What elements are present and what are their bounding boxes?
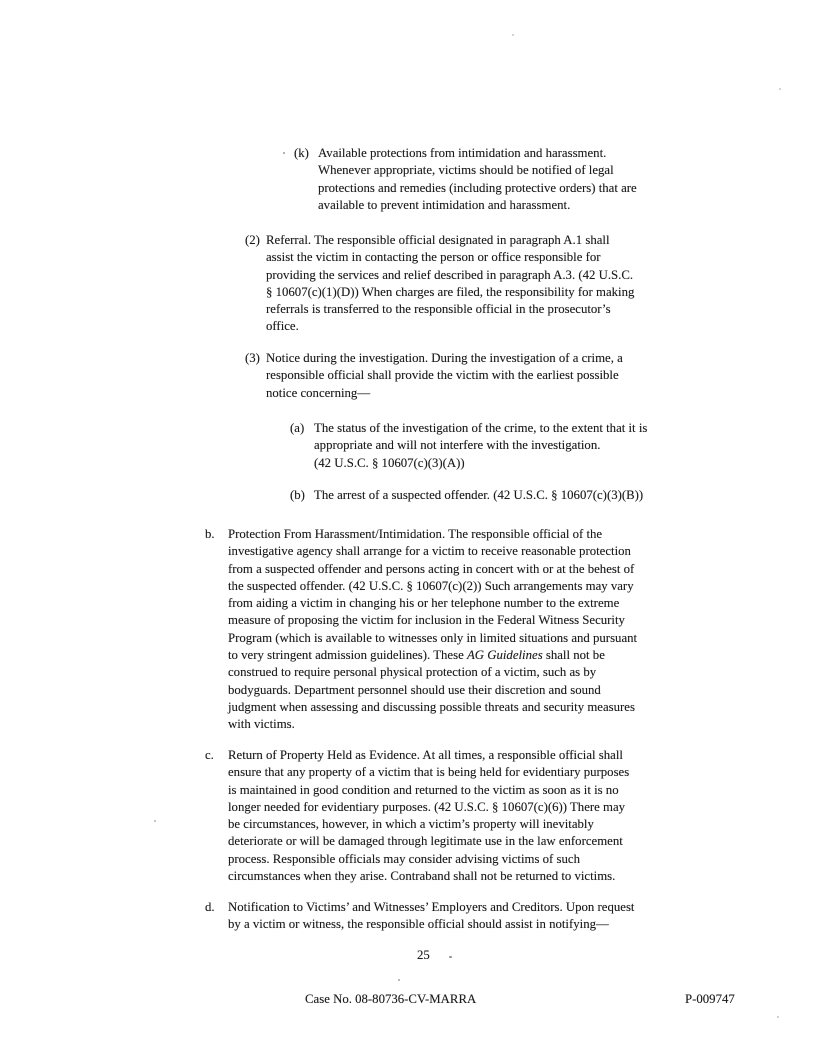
text-line: circumstances when they arise. Contraband shall not be returned to victims. <box>228 869 616 884</box>
text-line: with victims. <box>228 717 295 732</box>
text-line: Notification to Victims’ and Witnesses’ Employers and Creditors. Upon request <box>228 900 635 914</box>
paragraph-label-3: (3) <box>245 351 260 365</box>
text-line: Whenever appropriate, victims should be notified of legal <box>318 163 614 178</box>
scan-speck <box>154 820 156 822</box>
text-line: judgment when assessing and discussing possible threats and security measures <box>228 699 635 714</box>
text-line: from a suspected offender and persons acting in concert with or at the behest of <box>228 561 635 576</box>
text-line: The arrest of a suspected offender. (42 U.S.C. § 10607(c)(3)(B)) <box>314 488 644 502</box>
paragraph-lines <box>228 899 634 934</box>
text-line: Referral. The responsible official designated in paragraph A.1 shall <box>266 233 610 247</box>
text-line: measure of proposing the victim for inclusion in the Federal Witness Security <box>228 613 625 628</box>
scan-speck <box>777 1016 779 1018</box>
text-line: appropriate and will not interfere with the investigation. <box>314 438 601 453</box>
text-line: deteriorate or will be damaged through legitimate use in the law enforcement <box>228 834 623 849</box>
scan-speck <box>449 956 452 958</box>
text-line: longer needed for evidentiary purposes. (42 U.S.C. § 10607(c)(6)) There may <box>228 799 626 814</box>
paragraph-b-sub <box>290 487 643 504</box>
text-line: be circumstances, however, in which a victim’s property will inevitably <box>228 817 594 832</box>
text-line: assist the victim in contacting the person or office responsible for <box>266 250 601 265</box>
text-line: from aiding a victim in changing his or her telephone number to the extreme <box>228 596 620 611</box>
text-line: providing the services and relief described in paragraph A.3. (42 U.S.C. <box>266 267 634 282</box>
scan-speck <box>283 152 285 154</box>
paragraph-label-k: (k) <box>294 146 309 160</box>
paragraph-d <box>205 899 634 934</box>
paragraph-lines <box>314 487 643 504</box>
text-line: Available protections from intimidation and harassment. <box>318 146 607 160</box>
paragraph-b <box>205 526 637 734</box>
text-line: process. Responsible officials may consider advising victims of such <box>228 851 580 866</box>
text-line: The status of the investigation of the crime, to the extent that it is <box>314 421 648 435</box>
text-line: § 10607(c)(1)(D)) When charges are filed, the responsibility for making <box>266 284 635 299</box>
text-line: to very stringent admission guidelines). These AG Guidelines shall not be <box>228 648 605 663</box>
text-line: responsible official shall provide the victim with the earliest possible <box>266 368 619 383</box>
paragraph-lines <box>228 747 629 885</box>
text-line: protections and remedies (including protective orders) that are <box>318 180 637 195</box>
page-number: 25 <box>417 948 430 962</box>
paragraph-label-b: b. <box>205 527 215 541</box>
paragraph-label-2: (2) <box>245 233 260 247</box>
text-line: Protection From Harassment/Intimidation. The responsible official of the <box>228 527 603 541</box>
paragraph-3 <box>245 350 623 402</box>
paragraph-2 <box>245 232 634 336</box>
scan-speck <box>512 34 514 36</box>
paragraph-lines <box>314 420 647 472</box>
text-line: investigative agency shall arrange for a victim to receive reasonable protection <box>228 544 631 559</box>
text-line: notice concerning— <box>266 385 371 400</box>
text-line: the suspected offender. (42 U.S.C. § 10607(c)(2)) Such arrangements may vary <box>228 578 634 593</box>
text-line: available to prevent intimidation and harassment. <box>318 197 571 212</box>
paragraph-lines <box>228 526 637 734</box>
paragraph-c <box>205 747 629 885</box>
text-line: referrals is transferred to the responsible official in the prosecutor’s <box>266 302 611 317</box>
paragraph-lines <box>318 145 637 214</box>
paragraph-lines <box>266 350 623 402</box>
paragraph-label-d: d. <box>205 900 215 914</box>
text-line: (42 U.S.C. § 10607(c)(3)(A)) <box>314 455 465 470</box>
text-line: office. <box>266 319 299 334</box>
paragraph-label-a: (a) <box>290 421 305 435</box>
footer-bates-number: P-009747 <box>685 992 735 1006</box>
scan-speck <box>779 88 781 90</box>
paragraph-k <box>294 145 637 214</box>
text-line: Program (which is available to witnesses only in limited situations and pursuant <box>228 630 638 645</box>
text-line: by a victim or witness, the responsible official should assist in notifying— <box>228 917 609 932</box>
text-line: ensure that any property of a victim that is being held for evidentiary purposes <box>228 765 630 780</box>
footer-case-number: Case No. 08-80736-CV-MARRA <box>305 992 477 1006</box>
text-line: Return of Property Held as Evidence. At all times, a responsible official shall <box>228 748 623 762</box>
paragraph-a <box>290 420 647 472</box>
text-line: construed to require personal physical protection of a victim, such as by <box>228 665 597 680</box>
text-line: is maintained in good condition and returned to the victim as soon as it is no <box>228 782 619 797</box>
text-line: Notice during the investigation. During the investigation of a crime, a <box>266 351 623 365</box>
paragraph-label-c: c. <box>205 748 214 762</box>
scan-speck <box>398 979 400 981</box>
paragraph-lines <box>266 232 634 336</box>
paragraph-label-b-sub: (b) <box>290 488 305 502</box>
text-line: bodyguards. Department personnel should use their discretion and sound <box>228 682 601 697</box>
